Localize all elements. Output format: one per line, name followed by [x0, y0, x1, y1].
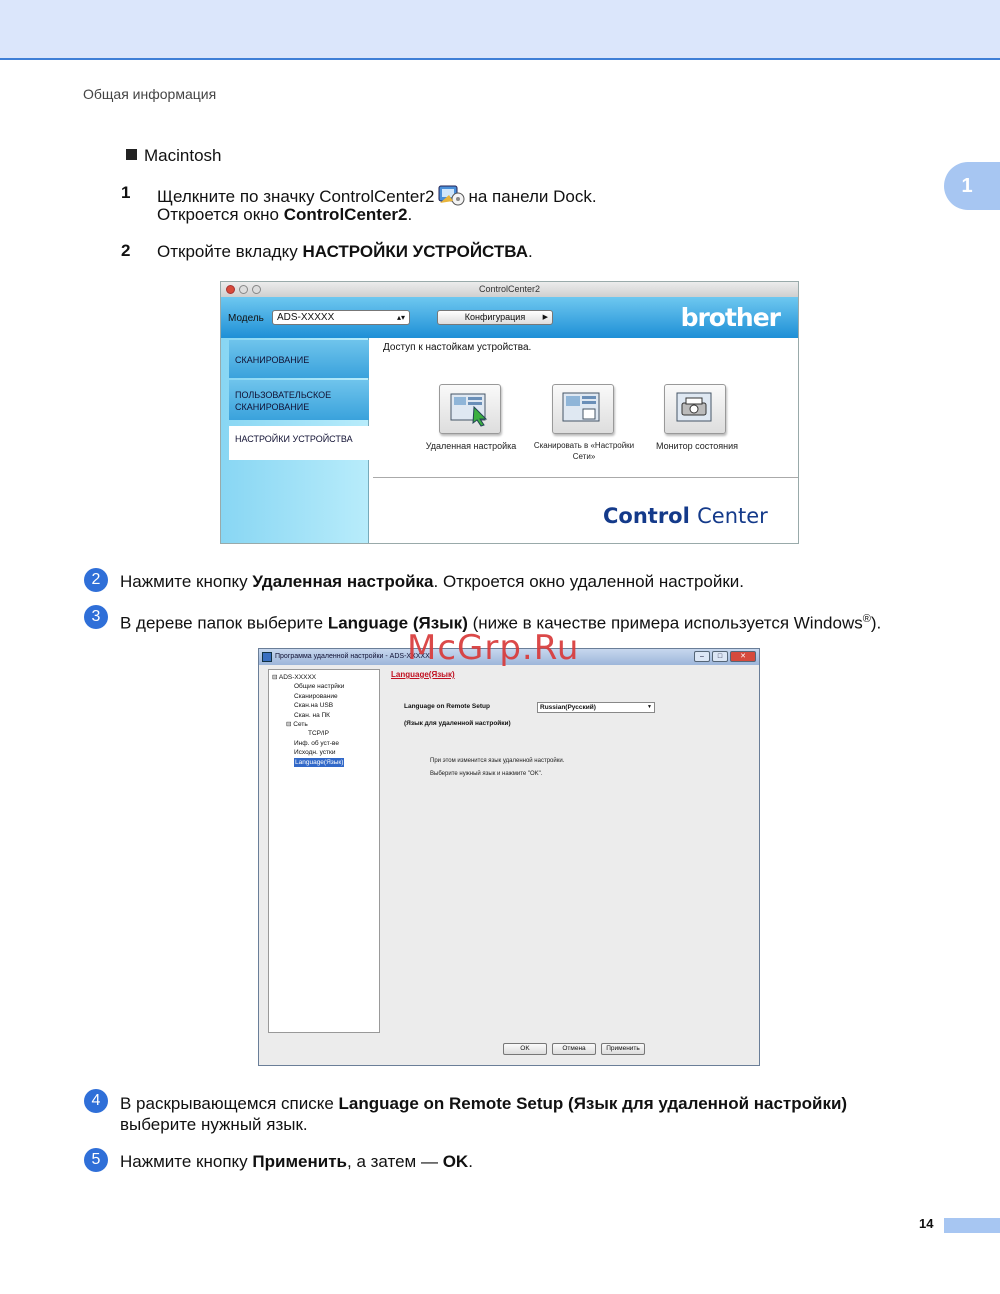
sidebar-item-scan[interactable]: СКАНИРОВАНИЕ [229, 340, 369, 378]
apply-button[interactable]: Применить [601, 1043, 645, 1055]
circled-step-5-text [120, 1151, 473, 1172]
tree-item-language[interactable] [272, 758, 376, 767]
mac-sidebar [221, 338, 369, 544]
note-line: Выберите нужный язык и нажмите "OK". [430, 771, 543, 777]
cs5-bold: Применить [252, 1152, 347, 1171]
step-number: 1 [121, 183, 131, 202]
configuration-button[interactable] [437, 310, 553, 325]
zoom-icon[interactable] [252, 285, 261, 294]
controlcenter2-window [220, 281, 799, 544]
tree-item[interactable]: Общие настрйки [294, 683, 345, 691]
step-1-line2-text: Откроется окно [157, 205, 284, 224]
mac-toolbar [221, 297, 798, 338]
language-select[interactable] [537, 702, 655, 713]
scan-to-network-button[interactable] [552, 384, 614, 434]
step-2-before: Откройте вкладку [157, 242, 303, 261]
tree-root-label: ADS-XXXXX [278, 674, 317, 681]
tree-item[interactable]: Исходн. устки [294, 749, 336, 757]
cs2-after: . Откроется окно удаленной настройки. [433, 572, 745, 591]
tree-item[interactable]: Сканирование [294, 692, 338, 700]
step-1-line2-bold: ControlCenter2 [283, 205, 408, 224]
note-line: При этом изменится язык удаленной настройки. [430, 758, 565, 764]
language-value: Russian(Русский) [540, 704, 596, 711]
panel-heading: Language(Язык) [391, 670, 455, 679]
cs3-after: (ниже в качестве примера используется Windows [467, 613, 863, 633]
tree-item-network-label: Сеть [293, 721, 308, 729]
logo-regular: Center [697, 504, 768, 528]
close-icon[interactable]: ✕ [730, 651, 756, 662]
circled-step-number: 5 [84, 1148, 108, 1172]
cs2-bold: Удаленная настройка [252, 572, 434, 591]
circled-step-number: 3 [84, 605, 108, 629]
watermark: McGrp.Ru [407, 628, 580, 668]
tree-item-selected: Language(Язык) [295, 758, 344, 766]
step-1-line-2 [157, 204, 412, 225]
step-number: 2 [121, 241, 131, 260]
configuration-label: Конфигурация [464, 312, 526, 322]
chapter-number: 1 [961, 174, 973, 197]
square-bullet-icon [126, 149, 137, 160]
remote-setup-window [258, 648, 760, 1066]
maximize-icon[interactable]: □ [712, 651, 728, 662]
step-1-text: Щелкните по значку ControlCenter2 [157, 187, 435, 206]
remote-setup-icon [440, 385, 500, 433]
ok-button[interactable]: OK [503, 1043, 547, 1055]
tree-item[interactable]: TCP/IP [308, 730, 329, 738]
remote-setup-label: Удаленная настройка [425, 441, 517, 451]
tree-item[interactable]: Скан. на ПК [294, 711, 330, 719]
folder-tree [268, 669, 380, 1033]
step-1-line2-end: . [407, 205, 413, 224]
step-1-text-after: на панели Dock. [468, 187, 597, 206]
app-icon [262, 652, 272, 662]
status-monitor-button[interactable] [664, 384, 726, 434]
step-2-after: . [528, 242, 533, 261]
cs3-before: В дереве папок выберите [120, 613, 328, 633]
cs5-after: . [468, 1152, 473, 1171]
cs2-before: Нажмите кнопку [120, 572, 253, 591]
sidebar-item-custom-scan[interactable]: ПОЛЬЗОВАТЕЛЬСКОЕ СКАНИРОВАНИЕ [229, 380, 369, 420]
sidebar-item-device-settings[interactable]: НАСТРОЙКИ УСТРОЙСТВА [229, 426, 369, 460]
page-number-bar [944, 1218, 1000, 1233]
close-icon[interactable] [226, 285, 235, 294]
circled-step-4-line2: выберите нужный язык. [120, 1115, 308, 1134]
control-center-logo [603, 504, 768, 528]
window-title: ControlCenter2 [478, 284, 541, 294]
win-title: Программа удаленной настройки - ADS-XXXXX [275, 653, 430, 660]
circled-step-number: 4 [84, 1089, 108, 1113]
remote-setup-button[interactable] [439, 384, 501, 434]
logo-bold: Control [603, 504, 690, 528]
minimize-icon[interactable] [239, 285, 248, 294]
cs5-bold2: OK [442, 1152, 469, 1171]
tree-item-network[interactable]: ⊟ Сеть [286, 721, 308, 729]
cs4-before: В раскрывающемся списке [120, 1094, 339, 1113]
scan-to-network-icon [553, 385, 613, 433]
divider [373, 477, 799, 478]
minimize-icon[interactable]: – [694, 651, 710, 662]
status-monitor-label: Монитор состояния [655, 441, 738, 451]
cancel-button[interactable]: Отмена [552, 1043, 596, 1055]
circled-step-2-text [120, 571, 744, 592]
cs5-before: Нажмите кнопку [120, 1152, 253, 1171]
cs3-end: ). [870, 613, 882, 633]
brother-logo: brother [680, 303, 780, 332]
chevron-down-icon: ▼ [647, 704, 652, 710]
cs3-bold: Language (Язык) [327, 613, 468, 633]
tree-root[interactable]: ⊟ ADS-XXXXX [272, 674, 317, 681]
cs5-middle: , а затем — [347, 1152, 443, 1171]
controlcenter2-icon [437, 183, 465, 207]
tab-description: Доступ к настойкам устройства. [383, 342, 532, 353]
section-title: Общая информация [83, 86, 217, 102]
language-sublabel: (Язык для удаленной настройки) [404, 720, 511, 727]
circled-step-number: 2 [84, 568, 108, 592]
circled-step-4-text [120, 1093, 847, 1114]
cs4-bold: Language on Remote Setup (Язык для удаленной настройки) [338, 1094, 848, 1113]
cs3-sup: ® [862, 613, 871, 625]
step-2-bold: НАСТРОЙКИ УСТРОЙСТВА [302, 242, 528, 261]
status-monitor-icon [665, 385, 725, 433]
mac-titlebar [221, 282, 798, 297]
updown-icon: ▴▾ [396, 313, 405, 322]
chapter-tab [944, 162, 1000, 210]
model-value: ADS-XXXXX [277, 312, 335, 323]
language-label: Language on Remote Setup [404, 703, 490, 710]
model-select[interactable] [272, 310, 410, 325]
top-band [0, 0, 1000, 60]
triangle-right-icon: ▶ [542, 314, 548, 321]
page-number: 14 [919, 1216, 934, 1231]
model-label: Модель [228, 313, 264, 324]
note [430, 755, 564, 781]
scan-to-network-label: Сканировать в «Настройки Сети» [533, 441, 635, 461]
platform-heading [126, 145, 221, 166]
tree-item[interactable]: Скан.на USB [294, 702, 334, 710]
platform-heading-text: Macintosh [144, 146, 222, 165]
step-2-text [157, 241, 533, 262]
settings-panel [387, 669, 755, 1033]
tree-item[interactable]: Инф. об уст-ве [294, 739, 339, 747]
